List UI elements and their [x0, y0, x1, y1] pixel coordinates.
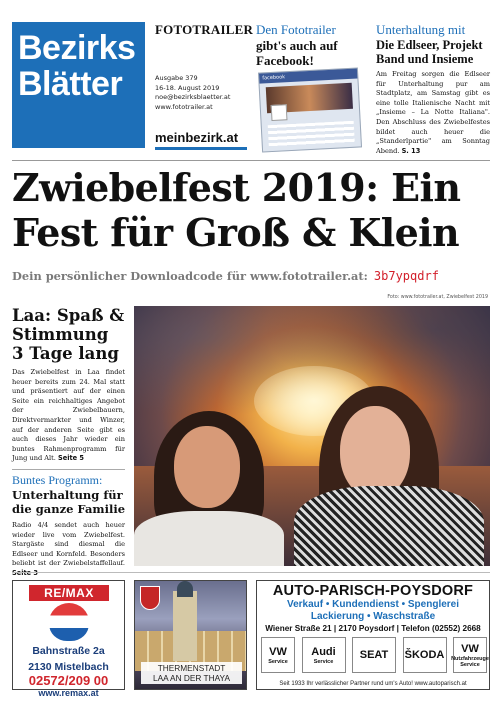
remax-address-city: 2130 Mistelbach [28, 661, 109, 673]
masthead-divider [12, 160, 490, 161]
teaser-edlseer-page-ref[interactable]: S. 13 [401, 146, 421, 155]
meinbezirk-underline [155, 147, 247, 150]
remax-balloon-icon [49, 603, 89, 641]
remax-web[interactable]: www.remax.at [38, 688, 99, 698]
ad-remax[interactable] [12, 580, 125, 698]
person-right-face [340, 406, 410, 498]
thermenstadt-line-2: LAA AN DER THAYA [152, 673, 230, 683]
brand-mark: VW [269, 646, 287, 658]
issue-web[interactable]: www.fototrailer.at [155, 102, 213, 111]
skoda-logo-icon [403, 637, 447, 673]
ad-auto-parisch[interactable] [256, 580, 490, 690]
column-divider [12, 469, 125, 470]
teaser-edlseer[interactable] [376, 22, 490, 154]
ad-thermenstadt[interactable] [134, 580, 247, 690]
teaser-facebook-kicker: Den Fototrailer [256, 22, 336, 37]
issue-number: Ausgabe 379 [155, 74, 198, 82]
person-right-body [294, 486, 484, 566]
bezirksblaetter-logo[interactable] [12, 22, 145, 148]
brand-mark: SEAT [359, 649, 389, 661]
article2-body [12, 521, 125, 579]
issue-email[interactable]: noe@bezirksblaetter.at [155, 93, 231, 101]
article2-kicker: Buntes Programm: [12, 472, 103, 487]
article1-page-ref[interactable]: Seite 5 [58, 454, 84, 463]
teaser-facebook-headline: gibt's auch auf Facebook! [256, 38, 338, 68]
facebook-screenshot-image [258, 67, 362, 152]
left-column [12, 306, 125, 579]
auto-address: Wiener Straße 21 | 2170 Poysdorf | Telefon (02552) 2668 [265, 624, 481, 633]
auto-title: AUTO-PARISCH-POYSDORF [272, 583, 474, 599]
article2-headline: Unterhaltung für die ganze Familie [12, 487, 126, 516]
main-photo[interactable] [134, 306, 490, 566]
brand-label: Service [313, 659, 334, 665]
brand-mark: Audi [311, 646, 336, 658]
teaser-edlseer-headline: Die Edlseer, Projekt Band und Insieme [376, 38, 483, 66]
audi-logo-icon [302, 637, 346, 673]
logo-line-2: Blätter [18, 65, 123, 103]
article1-headline: Laa: Spaß & Stimmung 3 Tage lang [12, 306, 125, 363]
brand-label: Nutzfahrzeuge Service [451, 656, 489, 668]
remax-address-street: Bahnstraße 2a [32, 645, 105, 657]
article2-text: Radio 4/4 sendet auch heuer wieder live vom Zwiebelfest. Stargäste sind diesmal die Edlseer und Kornfeld. Besonders beliebt ist der Zwiebelstaffellauf. [12, 520, 125, 568]
auto-footer: Seit 1933 Ihr verlässlicher Partner rund um's Auto! www.autoparisch.at [279, 681, 467, 687]
tower-dome [177, 581, 193, 597]
brand-label: Service [268, 659, 288, 665]
meinbezirk-link[interactable]: meinbezirk.at [155, 130, 239, 145]
town-hall-tower [173, 591, 197, 661]
auto-services-1: Verkauf • Kundendienst • Spenglerei [286, 599, 460, 610]
logo-line-1: Bezirks [18, 29, 136, 67]
ads-divider [12, 572, 490, 573]
issue-meta [155, 74, 230, 112]
remax-phone: 02572/209 00 [28, 673, 109, 688]
brand-mark: VW [461, 643, 479, 655]
teaser-facebook[interactable] [256, 22, 366, 152]
teaser-edlseer-text: Am Freitag sorgen die Edlseer für Unterhaltung pur am Stadtplatz, am Samstag gibt es eine tolle Italienische Nacht mit „Insieme – La Notte Italiana". Den Abschluss des Zwiebelfestes bildet auch heuer die „Standerlpartie" am Sonntag Abend. [376, 70, 490, 155]
auto-services-2: Lackierung • Waschstraße [310, 611, 436, 622]
download-code[interactable]: 3b7ypqdrf [373, 269, 439, 283]
teaser-edlseer-kicker: Unterhaltung mit [376, 22, 466, 37]
facebook-avatar [271, 104, 288, 121]
download-code-label: Dein persönlicher Downloadcode für www.fototrailer.at: [12, 269, 368, 283]
vw-logo-icon [261, 637, 295, 673]
main-headline: Zwiebelfest 2019: Ein Fest für Groß & Klein [12, 165, 461, 255]
download-code-line [12, 269, 490, 283]
person-left-body [134, 511, 284, 566]
facebook-bar: facebook [259, 68, 357, 83]
article1-body [12, 368, 125, 464]
thermenstadt-banner [141, 662, 242, 684]
issue-dates: 16-18. August 2019 [155, 83, 220, 92]
vw-commercial-logo-icon [453, 637, 487, 673]
brand-mark: ŠKODA [404, 649, 445, 661]
auto-brand-logos [261, 637, 487, 673]
thermenstadt-line-1: THERMENSTADT [157, 663, 226, 673]
facebook-content [268, 121, 355, 147]
person-left-face [174, 426, 240, 508]
photo-credit: Foto: www.fototrailer.at, Zwiebelfest 2019 [387, 295, 488, 300]
issue-info [155, 22, 254, 150]
seat-logo-icon [352, 637, 396, 673]
article1-text: Das Zwiebelfest in Laa findet heuer bereits zum 24. Mal statt und präsentiert auf der einen Seite ein reichhaltiges Angebot der Zwiebelbauern, Direktvermarkter und Winzer, auf der anderen Seite gibt es auch dieses Jahr wieder ein buntes Rahmenprogramm für Jung und Alt. [12, 368, 125, 463]
teaser-edlseer-body [376, 70, 490, 156]
remax-logo: RE/MAX [29, 585, 109, 601]
coat-of-arms-icon [140, 586, 160, 610]
section-title: FOTOTRAILER [155, 22, 254, 37]
